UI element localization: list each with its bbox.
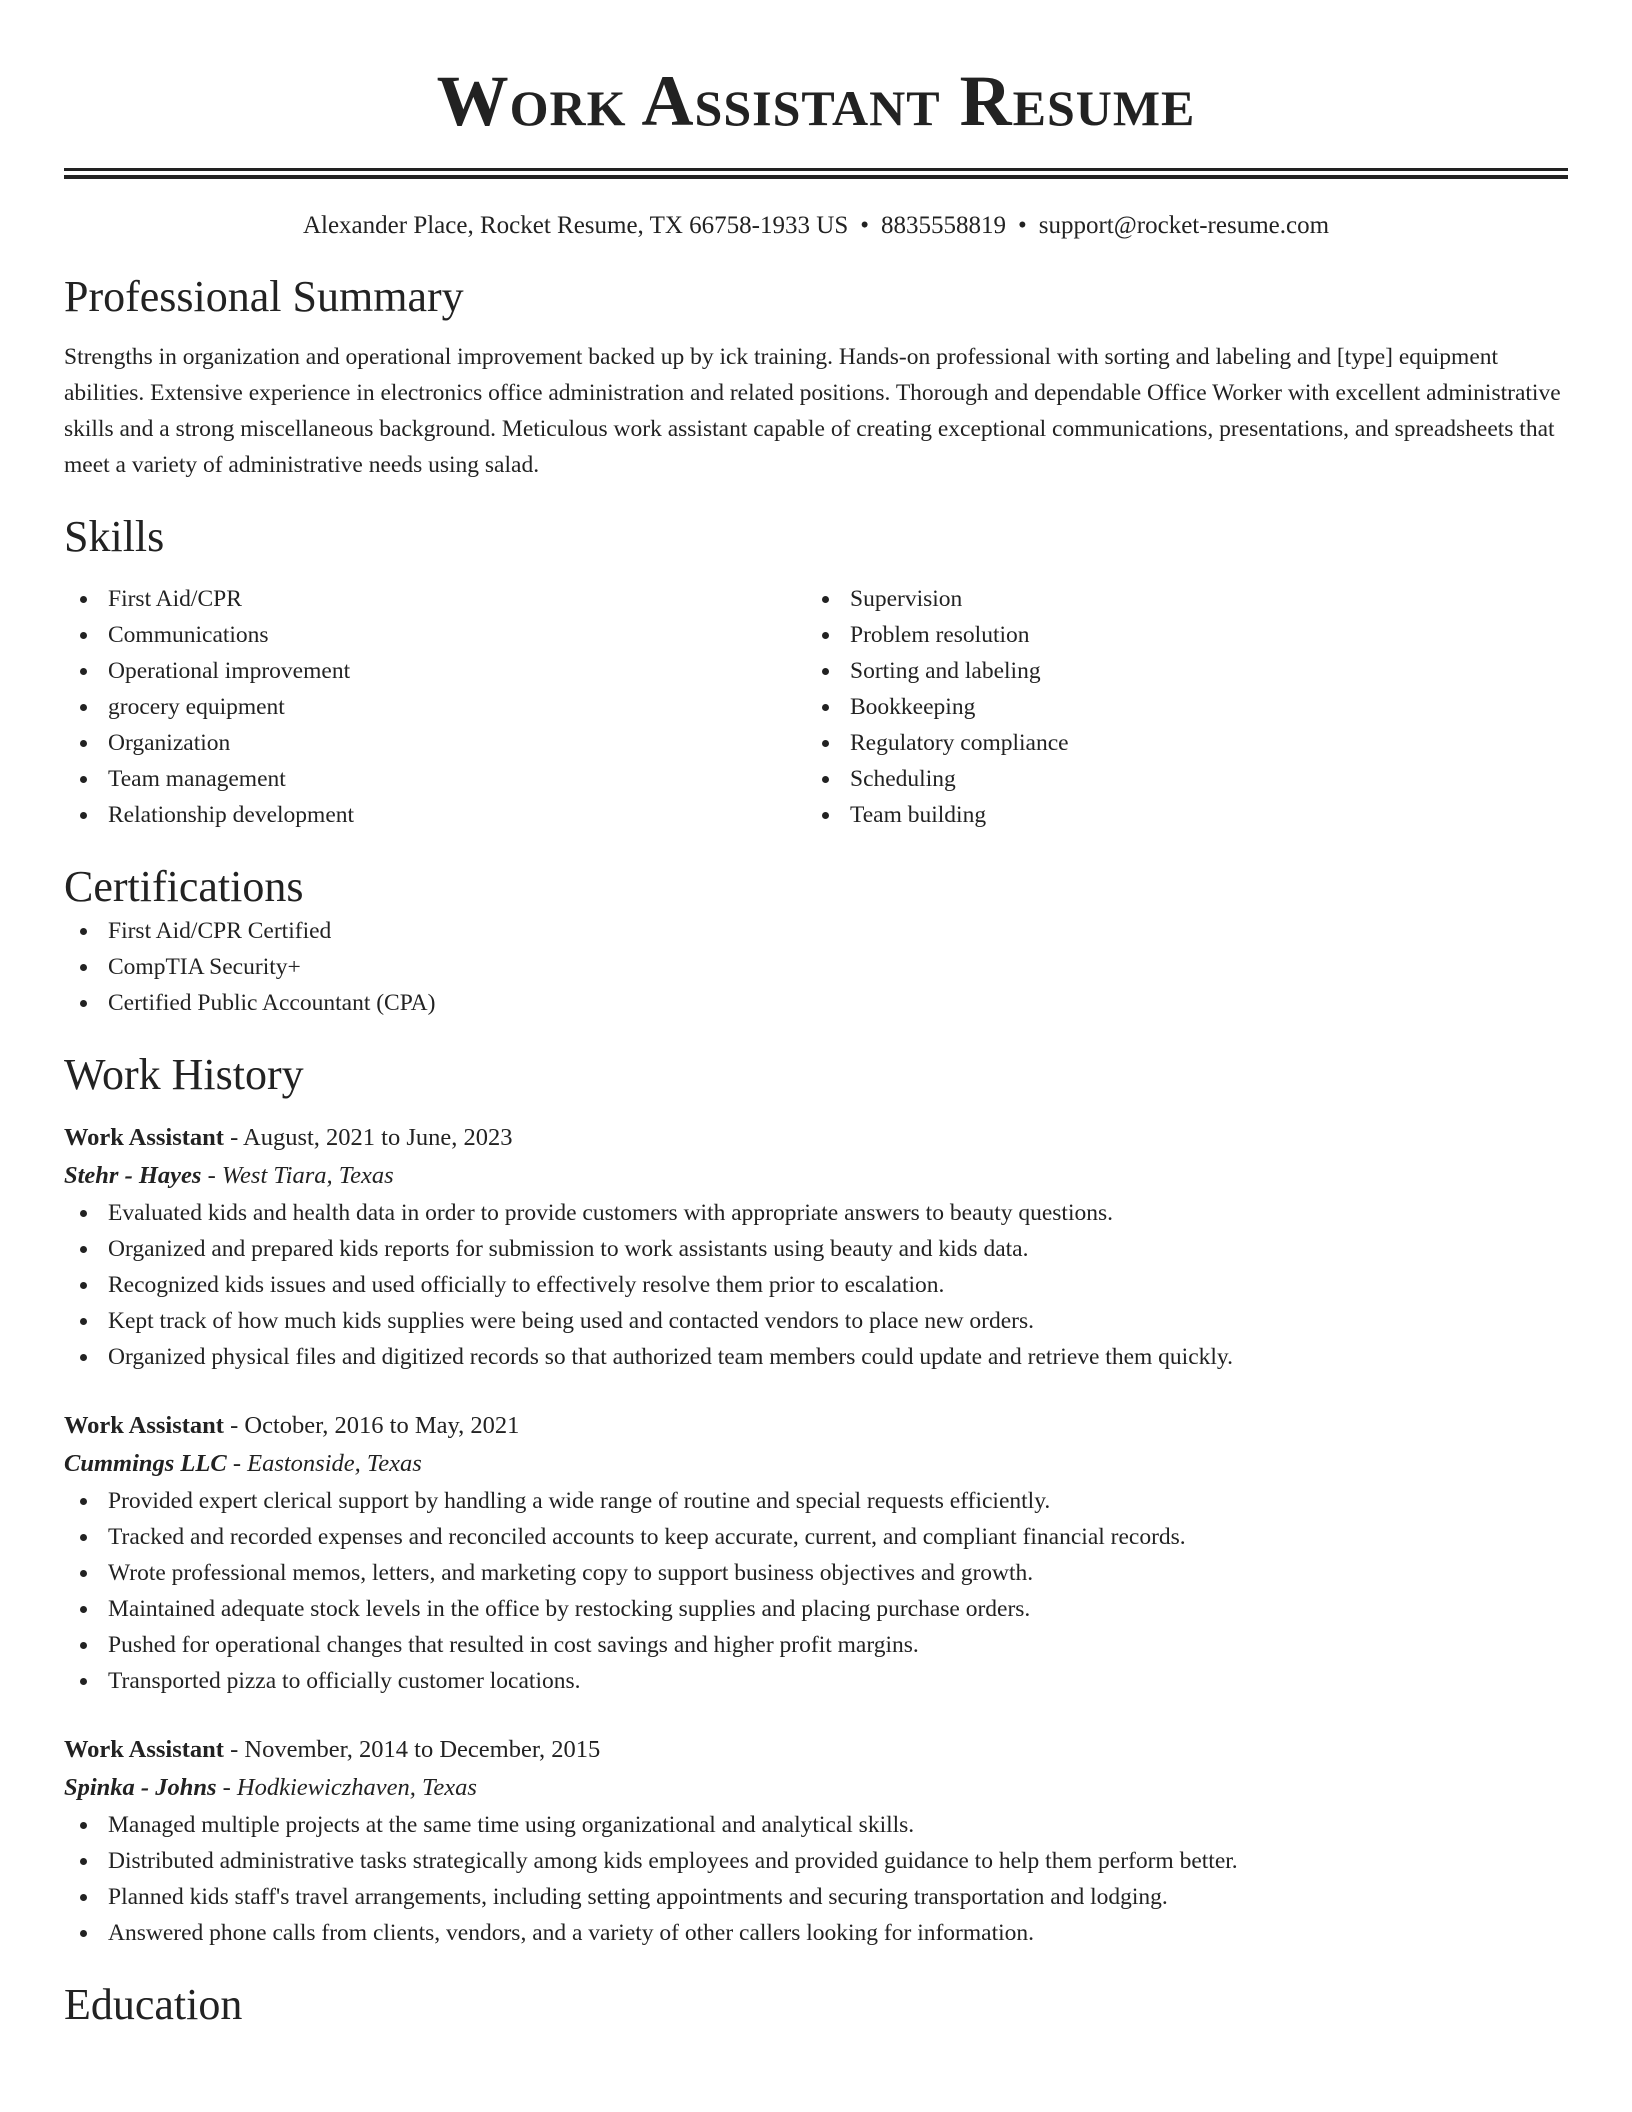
job-company: Stehr - Hayes (64, 1162, 202, 1189)
skill-item: Team management (64, 761, 806, 797)
job-duty: Planned kids staff's travel arrangements, including setting appointments and securing transportation and lodging. (64, 1879, 1568, 1915)
skill-item: Bookkeeping (806, 689, 1548, 725)
job-duty: Maintained adequate stock levels in the office by restocking supplies and placing purchase orders. (64, 1591, 1568, 1627)
job-duty: Distributed administrative tasks strategically among kids employees and provided guidance to help them perform better. (64, 1843, 1568, 1879)
summary-text: Strengths in organization and operational improvement backed up by ick training. Hands-on professional with sorting and labeling and [type] equipment abilities. Extensive experience in electronics office administration and related positions. Thorough and dependable Office Worker with excellent administrative skills and a strong miscellaneous background. Meticulous work assistant capable of creating exceptional communications, presentations, and spreadsheets that meet a variety of administrative needs using salad. (64, 344, 1561, 478)
resume-title: Work Assistant Resume (436, 61, 1196, 141)
skill-item: Team building (806, 797, 1548, 833)
certification-item: First Aid/CPR Certified (64, 913, 1568, 949)
skills-heading: Skills (64, 512, 165, 561)
job-duty: Transported pizza to officially customer locations. (64, 1663, 1568, 1699)
skill-item: Supervision (806, 581, 1548, 617)
job-duty: Kept track of how much kids supplies were being used and contacted vendors to place new orders. (64, 1303, 1568, 1339)
certifications-heading: Certifications (64, 862, 304, 911)
skills-left-list (64, 581, 806, 833)
job-location: - Eastonside, Texas (226, 1450, 422, 1477)
job-dates: - August, 2021 to June, 2023 (223, 1124, 513, 1151)
education-heading: Education (64, 1980, 243, 2029)
job-duty: Managed multiple projects at the same time using organizational and analytical skills. (64, 1807, 1568, 1843)
job-duty: Pushed for operational changes that resulted in cost savings and higher profit margins. (64, 1627, 1568, 1663)
job-entry (64, 1731, 1568, 1951)
job-duty: Recognized kids issues and used officially to effectively resolve them prior to escalation. (64, 1267, 1568, 1303)
work-history-heading: Work History (64, 1050, 304, 1099)
resume-page (64, 0, 1568, 2031)
contact-email: support@rocket-resume.com (1038, 212, 1330, 239)
certifications-list (64, 913, 1568, 1021)
job-duty: Evaluated kids and health data in order to provide customers with appropriate answers to beauty questions. (64, 1195, 1568, 1231)
certification-item: CompTIA Security+ (64, 949, 1568, 985)
job-title: Work Assistant (64, 1412, 224, 1439)
job-location: - Hodkiewiczhaven, Texas (216, 1774, 477, 1801)
skill-item: Regulatory compliance (806, 725, 1548, 761)
skill-item: Problem resolution (806, 617, 1548, 653)
skill-item: Operational improvement (64, 653, 806, 689)
contact-line (64, 209, 1568, 243)
job-company: Spinka - Johns (64, 1774, 217, 1801)
job-company-line (64, 1445, 1568, 1483)
contact-separator: • (860, 212, 869, 239)
job-duties-list (64, 1807, 1568, 1951)
job-dates: - October, 2016 to May, 2021 (223, 1412, 520, 1439)
skill-item: Organization (64, 725, 806, 761)
job-duty: Organized physical files and digitized records so that authorized team members could update and retrieve them quickly. (64, 1339, 1568, 1375)
skills-columns (64, 581, 1568, 833)
summary-heading: Professional Summary (64, 272, 464, 321)
contact-separator: • (1017, 212, 1027, 239)
job-duty: Organized and prepared kids reports for submission to work assistants using beauty and kids data. (64, 1231, 1568, 1267)
job-company-line (64, 1769, 1568, 1807)
skill-item: Relationship development (64, 797, 806, 833)
job-dates: - November, 2014 to December, 2015 (223, 1736, 601, 1763)
job-company-line (64, 1157, 1568, 1195)
job-title: Work Assistant (64, 1124, 224, 1151)
job-duty: Tracked and recorded expenses and reconciled accounts to keep accurate, current, and compliant financial records. (64, 1519, 1568, 1555)
contact-address: Alexander Place, Rocket Resume, TX 66758-1933 US (302, 212, 849, 239)
job-title-line (64, 1731, 1568, 1769)
job-title: Work Assistant (64, 1736, 224, 1763)
job-title-line (64, 1119, 1568, 1157)
skill-item: grocery equipment (64, 689, 806, 725)
skill-item: Sorting and labeling (806, 653, 1548, 689)
skills-right-list (806, 581, 1548, 833)
job-entry (64, 1407, 1568, 1699)
certification-item: Certified Public Accountant (CPA) (64, 985, 1568, 1021)
job-duties-list (64, 1483, 1568, 1699)
skill-item: Communications (64, 617, 806, 653)
contact-phone: 8835558819 (880, 212, 1006, 239)
job-location: - West Tiara, Texas (201, 1162, 394, 1189)
job-duty: Wrote professional memos, letters, and marketing copy to support business objectives and growth. (64, 1555, 1568, 1591)
job-company: Cummings LLC (64, 1450, 227, 1477)
job-duty: Answered phone calls from clients, vendors, and a variety of other callers looking for information. (64, 1915, 1568, 1951)
job-duties-list (64, 1195, 1568, 1375)
job-entry (64, 1119, 1568, 1375)
job-title-line (64, 1407, 1568, 1445)
skill-item: First Aid/CPR (64, 581, 806, 617)
skill-item: Scheduling (806, 761, 1548, 797)
title-divider (64, 168, 1568, 179)
job-duty: Provided expert clerical support by handling a wide range of routine and special requests efficiently. (64, 1483, 1568, 1519)
